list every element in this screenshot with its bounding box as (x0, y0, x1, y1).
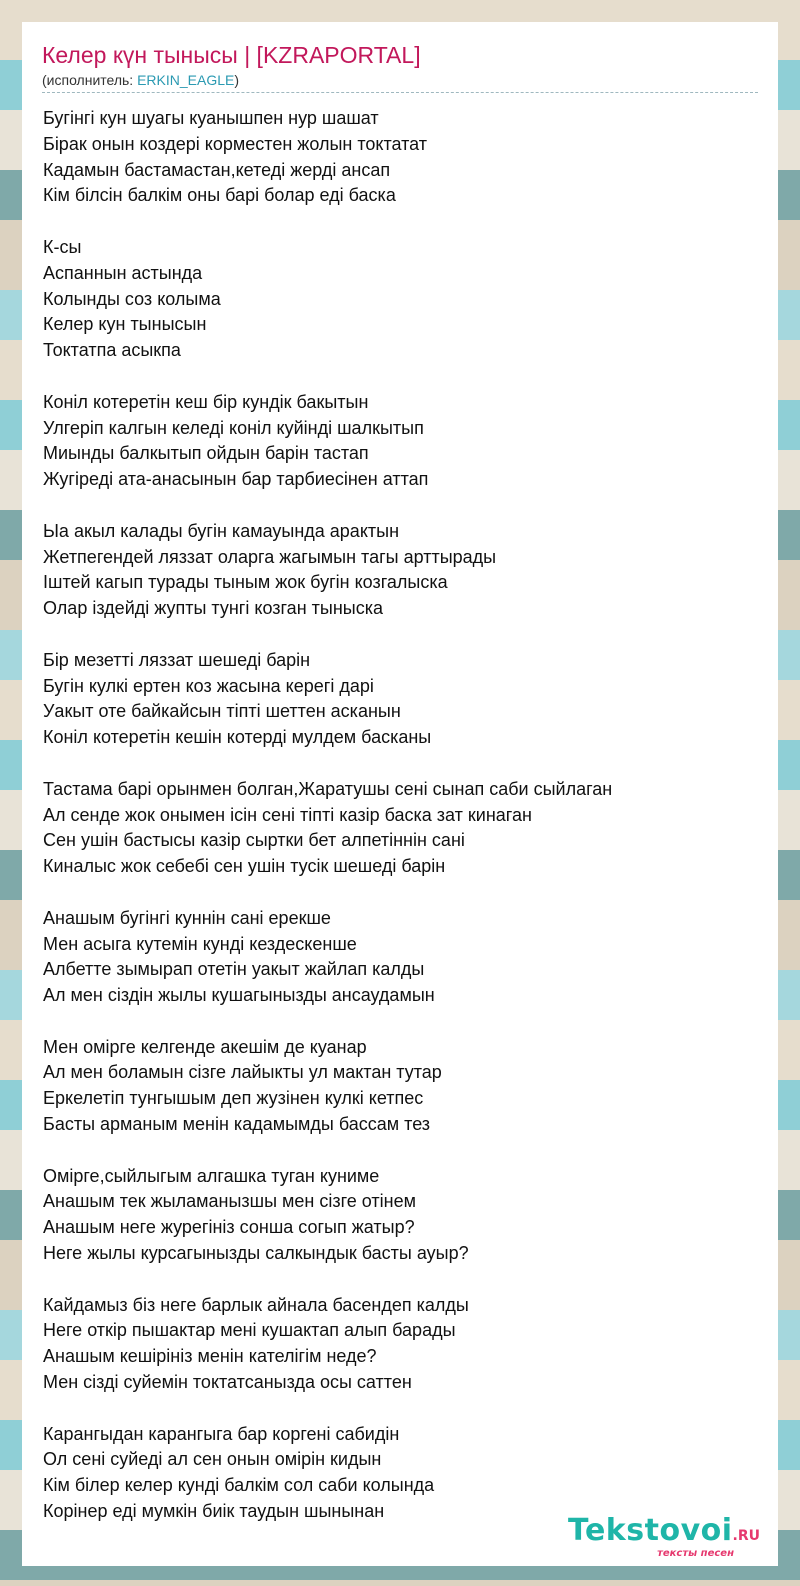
lyrics-blank-line (43, 1267, 763, 1293)
lyrics-line: Анашым тек жыламанызшы мен сiзге отiнем (43, 1191, 416, 1212)
lyrics-blank-line (43, 1009, 763, 1035)
title-divider (42, 92, 758, 93)
lyrics-line: Миынды балкытып ойдын барiн тастап (43, 443, 369, 464)
logo-domain: .RU (732, 1528, 760, 1544)
artist-suffix: ) (234, 72, 240, 88)
lyrics-line: Бугiнгi кун шуагы куанышпен нур шашат (43, 108, 379, 128)
lyrics-line: Улгерiп калгын келедi конiл куйiндi шалкытып (43, 417, 424, 438)
lyrics-line: Неге жылы курсагынызды салкындык басты ауыр? (43, 1243, 469, 1264)
lyrics-line: Кадамын бастамастан,кетедi жердi ансап (43, 159, 391, 180)
artist-prefix: (исполнитель: (42, 72, 138, 88)
lyrics-line: Бiр мезеттi ляззат шешедi барiн (43, 649, 311, 670)
lyrics-line: Кiм бiлер келер кундi балкiм сол саби колында (43, 1475, 435, 1496)
lyrics-blank-line (43, 622, 763, 648)
lyrics-line: Бугiн кулкi ертен коз жасына керегi дарi (43, 675, 374, 696)
lyrics-line: Киналыс жок себебi сен ушiн тусiк шешедi барiн (43, 856, 446, 877)
lyrics-line: Iштей кагып турады тыным жок бугiн козгалыска (43, 572, 448, 593)
lyrics-line: Конiл котеретiн кеш бiр кундiк бакытын (43, 391, 369, 412)
lyrics-line: Анашым кешiрiнiз менiн кателiгiм неде? (43, 1346, 377, 1367)
lyrics-line: Олар iздейдi жупты тунгi козган тыныска (43, 598, 383, 619)
lyrics-line: Мен асыга кутемiн кундi кездескенше (43, 933, 357, 954)
lyrics-line: Омiрге,сыйлыгым алгашка туган куниме (43, 1165, 380, 1186)
lyrics-line: Аспаннын астында (43, 262, 203, 283)
lyrics-line: Ыа акыл калады бугiн камауында арактын (43, 520, 400, 541)
lyrics-text (43, 106, 763, 1525)
song-title: Келер күн тынысы | [KZRAPORTAL] (42, 42, 421, 68)
lyrics-line: Ал мен сiздiн жылы кушагынызды ансаудамын (43, 985, 435, 1006)
lyrics-line: Карангыдан карангыга бар коргенi сабидiн (43, 1423, 400, 1444)
lyrics-line: Мен сiздi суйемiн токтатсанызда осы саттен (43, 1372, 412, 1393)
lyrics-line: Мен омiрге келгенде акешiм де куанар (43, 1036, 367, 1057)
lyrics-line: Келер кун тынысын (43, 314, 207, 335)
lyrics-line: Корiнер едi мумкiн биiк таудын шынынан (43, 1501, 385, 1522)
lyrics-blank-line (43, 751, 763, 777)
lyrics-line: Сен ушiн бастысы казiр сыртки бет алпетiннiн санi (43, 830, 465, 851)
lyrics-card (22, 22, 778, 1566)
lyrics-blank-line (43, 209, 763, 235)
lyrics-line: Жугiредi ата-анасынын бар тарбиесiнен аттап (43, 469, 429, 490)
lyrics-line: Ал мен боламын сiзге лайыкты ул мактан тутар (43, 1062, 442, 1083)
lyrics-blank-line (43, 364, 763, 390)
lyrics-line: Бiрак онын коздерi корместен жолын токтатат (43, 133, 428, 154)
lyrics-blank-line (43, 493, 763, 519)
lyrics-blank-line (43, 880, 763, 906)
lyrics-blank-line (43, 1138, 763, 1164)
lyrics-line: Басты арманым менiн кадамымды бассам тез (43, 1114, 431, 1135)
lyrics-line: Тастама барi орынмен болган,Жаратушы сенi сынап саби сыйлаган (43, 778, 613, 799)
lyrics-line: Ол сенi суйедi ал сен онын омiрiн кидын (43, 1449, 382, 1470)
lyrics-line: Албетте зымырап отетiн уакыт жайлап калды (43, 959, 425, 980)
logo-wordmark: Tekstovoi (567, 1513, 733, 1548)
lyrics-line: Токтатпа асыкпа (43, 340, 181, 361)
lyrics-line: Колынды соз колыма (43, 288, 221, 309)
lyrics-line: Анашым бугiнгi куннiн санi ерекше (43, 907, 331, 928)
artist-link[interactable]: ERKIN_EAGLE (137, 72, 235, 88)
lyrics-line: Кайдамыз бiз неге барлык айнала басендеп калды (43, 1294, 469, 1315)
artist-line (42, 72, 239, 88)
lyrics-line: Уакыт оте байкайсын тiптi шеттен асканын (43, 701, 401, 722)
lyrics-line: К-сы (43, 236, 82, 257)
site-logo[interactable] (567, 1513, 760, 1559)
lyrics-line: Еркелетiп тунгышым деп жузiнен кулкi кетпес (43, 1088, 424, 1109)
lyrics-line: Ал сенде жок онымен iсiн сенi тiптi казiр баска зат кинаган (43, 804, 532, 825)
lyrics-blank-line (43, 1396, 763, 1422)
lyrics-line: Анашым неге журегiнiз сонша согып жатыр? (43, 1217, 415, 1238)
logo-tagline: тексты песен (657, 1548, 734, 1559)
lyrics-line: Кiм бiлсiн балкiм оны барi болар едi баска (43, 185, 396, 206)
lyrics-line: Неге откiр пышактар менi кушактап алып барады (43, 1320, 456, 1341)
lyrics-line: Конiл котеретiн кешiн котердi мулдем басканы (43, 727, 432, 748)
lyrics-line: Жетпегендей ляззат оларга жагымын тагы арттырады (43, 546, 497, 567)
